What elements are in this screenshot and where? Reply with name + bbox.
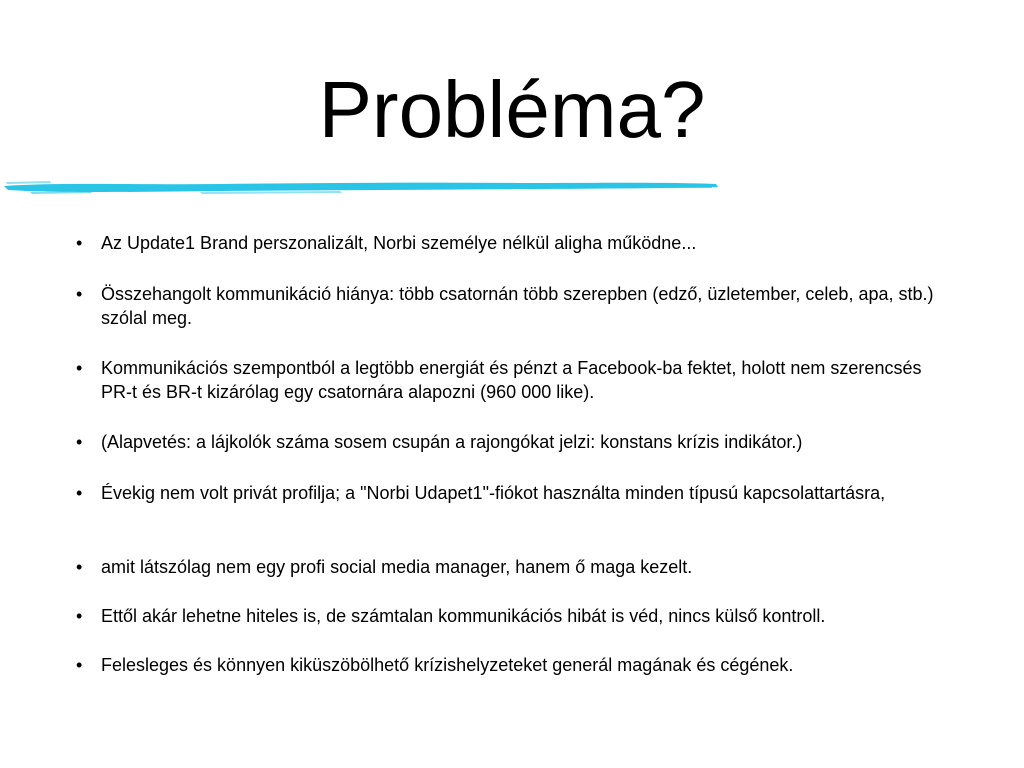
bullet-text: Összehangolt kommunikáció hiánya: több csatornán több szerepben (edző, üzletember, celeb, apa, stb.) szólal meg. <box>101 284 934 328</box>
slide-title: Probléma? <box>318 65 706 154</box>
bullet-item <box>76 481 956 505</box>
bullet-item <box>76 282 956 330</box>
bullet-marker: • <box>76 233 83 253</box>
bullet-item <box>76 231 956 255</box>
bullet-item <box>76 653 956 677</box>
bullet-marker: • <box>76 358 83 378</box>
bullet-item <box>76 430 956 454</box>
bullet-item <box>76 604 956 628</box>
bullet-text: Kommunikációs szempontból a legtöbb energiát és pénzt a Facebook-ba fektet, holott nem szerencsés PR-t és BR-t kizárólag egy csatornára alapozni (960 000 like). <box>101 358 922 402</box>
bullet-marker: • <box>76 557 83 577</box>
bullet-marker: • <box>76 655 83 675</box>
bullet-marker: • <box>76 432 83 452</box>
bullet-text: (Alapvetés: a lájkolók száma sosem csupán a rajongókat jelzi: konstans krízis indikátor.) <box>101 432 803 452</box>
bullet-text: Évekig nem volt privát profilja; a "Norbi Udapet1"-fiókot használta minden típusú kapcsolattartásra, <box>101 483 886 503</box>
bullet-text: Felesleges és könnyen kiküszöbölhető krízishelyzeteket generál magának és cégének. <box>101 655 794 675</box>
bullet-item <box>76 555 956 579</box>
bullet-item <box>76 356 956 404</box>
bullet-marker: • <box>76 606 83 626</box>
bullet-text: Az Update1 Brand perszonalizált, Norbi személye nélkül aligha működne... <box>101 233 697 253</box>
bullet-text: Ettől akár lehetne hiteles is, de számtalan kommunikációs hibát is véd, nincs külső kontroll. <box>101 606 826 626</box>
bullet-marker: • <box>76 483 83 503</box>
bullet-text: amit látszólag nem egy profi social media manager, hanem ő maga kezelt. <box>101 557 693 577</box>
bullet-marker: • <box>76 284 83 304</box>
